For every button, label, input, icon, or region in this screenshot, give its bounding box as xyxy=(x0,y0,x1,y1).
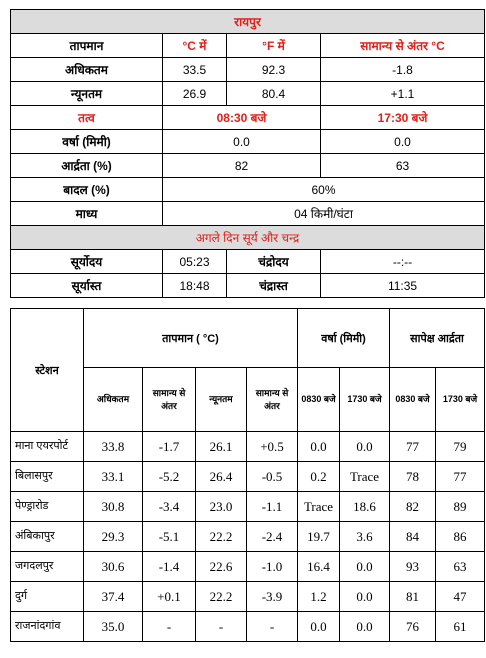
station-min-cell: 26.4 xyxy=(196,462,247,492)
station-r1730-cell: Trace xyxy=(340,462,390,492)
sunset-label: सूर्यास्त xyxy=(11,274,163,298)
wind-row xyxy=(11,202,485,226)
station-name-cell: जगदलपुर xyxy=(11,552,84,582)
humidity-0830-subheader: 0830 बजे xyxy=(390,368,436,432)
station-max-cell: 30.6 xyxy=(84,552,143,582)
raipur-title-row xyxy=(11,10,485,34)
element-header-row xyxy=(11,106,485,130)
station-min-diff-cell: +0.5 xyxy=(247,432,298,462)
station-max-cell: 29.3 xyxy=(84,522,143,552)
station-min-cell: 22.2 xyxy=(196,582,247,612)
station-r0830-cell: 0.0 xyxy=(298,612,340,642)
min-f: 80.4 xyxy=(227,82,321,106)
min-subheader: न्यूनतम xyxy=(196,368,247,432)
station-r0830-cell: 0.2 xyxy=(298,462,340,492)
rain-1730-subheader: 1730 बजे xyxy=(340,368,390,432)
station-r1730-cell: 0.0 xyxy=(340,552,390,582)
temp-header-c: °C में xyxy=(163,34,227,58)
max-subheader: अधिकतम xyxy=(84,368,143,432)
humidity-group-header: सापेक्ष आर्द्रता xyxy=(390,309,485,368)
station-max-cell: 30.8 xyxy=(84,492,143,522)
station-r0830-cell: 0.0 xyxy=(298,432,340,462)
sunset-value: 18:48 xyxy=(163,274,227,298)
wind-value: 04 किमी/घंटा xyxy=(163,202,485,226)
station-max-cell: 33.1 xyxy=(84,462,143,492)
station-h0830-cell: 84 xyxy=(390,522,436,552)
station-h1730-cell: 61 xyxy=(436,612,485,642)
temp-header-f: °F में xyxy=(227,34,321,58)
sunrise-row xyxy=(11,250,485,274)
station-row xyxy=(11,552,485,582)
humidity-1730-subheader: 1730 बजे xyxy=(436,368,485,432)
station-max-diff-cell: - xyxy=(143,612,196,642)
sunrise-value: 05:23 xyxy=(163,250,227,274)
station-min-cell: 22.6 xyxy=(196,552,247,582)
station-h1730-cell: 47 xyxy=(436,582,485,612)
station-min-diff-cell: -1.0 xyxy=(247,552,298,582)
rain-t2: 0.0 xyxy=(321,130,485,154)
station-max-diff-cell: -1.7 xyxy=(143,432,196,462)
humidity-label: आर्द्रता (%) xyxy=(11,154,163,178)
station-name-cell: अंबिकापुर xyxy=(11,522,84,552)
sunset-row xyxy=(11,274,485,298)
min-diff: +1.1 xyxy=(321,82,485,106)
humidity-t2: 63 xyxy=(321,154,485,178)
station-min-diff-cell: - xyxy=(247,612,298,642)
station-r0830-cell: 19.7 xyxy=(298,522,340,552)
sunrise-label: सूर्योदय xyxy=(11,250,163,274)
station-h0830-cell: 93 xyxy=(390,552,436,582)
temp-header-row xyxy=(11,34,485,58)
element-header-label: तत्व xyxy=(11,106,163,130)
cloud-value: 60% xyxy=(163,178,485,202)
next-day-row xyxy=(11,226,485,250)
station-row xyxy=(11,582,485,612)
cloud-row xyxy=(11,178,485,202)
station-h1730-cell: 77 xyxy=(436,462,485,492)
max-c: 33.5 xyxy=(163,58,227,82)
station-max-diff-cell: -5.2 xyxy=(143,462,196,492)
max-diff: -1.8 xyxy=(321,58,485,82)
max-label: अधिकतम xyxy=(11,58,163,82)
station-r1730-cell: 0.0 xyxy=(340,582,390,612)
station-h1730-cell: 86 xyxy=(436,522,485,552)
station-max-cell: 37.4 xyxy=(84,582,143,612)
station-name-cell: दुर्ग xyxy=(11,582,84,612)
humidity-row xyxy=(11,154,485,178)
station-name-cell: राजनांदगांव xyxy=(11,612,84,642)
raipur-summary-table xyxy=(10,9,485,298)
station-rows xyxy=(11,432,485,642)
max-temp-row xyxy=(11,58,485,82)
wind-label: माध्य xyxy=(11,202,163,226)
max-f: 92.3 xyxy=(227,58,321,82)
station-r1730-cell: 3.6 xyxy=(340,522,390,552)
cloud-label: बादल (%) xyxy=(11,178,163,202)
rain-t1: 0.0 xyxy=(163,130,321,154)
station-row xyxy=(11,432,485,462)
temp-header-diff: सामान्य से अंतर °C xyxy=(321,34,485,58)
station-r0830-cell: Trace xyxy=(298,492,340,522)
next-day-title: अगले दिन सूर्य और चन्द्र xyxy=(11,226,485,250)
station-header: स्टेशन xyxy=(11,309,84,432)
temp-group-header: तापमान ( °C) xyxy=(84,309,298,368)
min-diff-subheader: सामान्य से अंतर xyxy=(247,368,298,432)
station-name-cell: बिलासपुर xyxy=(11,462,84,492)
station-h0830-cell: 78 xyxy=(390,462,436,492)
station-row xyxy=(11,492,485,522)
min-temp-row xyxy=(11,82,485,106)
station-name-cell: माना एयरपोर्ट xyxy=(11,432,84,462)
station-r0830-cell: 1.2 xyxy=(298,582,340,612)
station-h0830-cell: 76 xyxy=(390,612,436,642)
station-max-diff-cell: -3.4 xyxy=(143,492,196,522)
station-min-diff-cell: -2.4 xyxy=(247,522,298,552)
moonrise-label: चंद्रोदय xyxy=(227,250,321,274)
humidity-t1: 82 xyxy=(163,154,321,178)
element-header-t1: 08:30 बजे xyxy=(163,106,321,130)
moonrise-value: --:-- xyxy=(321,250,485,274)
station-h1730-cell: 63 xyxy=(436,552,485,582)
station-r1730-cell: 0.0 xyxy=(340,612,390,642)
station-row xyxy=(11,522,485,552)
station-h1730-cell: 89 xyxy=(436,492,485,522)
element-header-t2: 17:30 बजे xyxy=(321,106,485,130)
station-h1730-cell: 79 xyxy=(436,432,485,462)
station-max-diff-cell: -5.1 xyxy=(143,522,196,552)
raipur-title: रायपुर xyxy=(11,10,485,34)
station-h0830-cell: 81 xyxy=(390,582,436,612)
stations-table xyxy=(10,308,485,642)
station-max-cell: 33.8 xyxy=(84,432,143,462)
rain-group-header: वर्षा (मिमी) xyxy=(298,309,390,368)
station-h0830-cell: 77 xyxy=(390,432,436,462)
rain-label: वर्षा (मिमी) xyxy=(11,130,163,154)
temp-header-label: तापमान xyxy=(11,34,163,58)
moonset-value: 11:35 xyxy=(321,274,485,298)
max-diff-subheader: सामान्य से अंतर xyxy=(143,368,196,432)
moonset-label: चंद्रास्त xyxy=(227,274,321,298)
station-min-cell: 26.1 xyxy=(196,432,247,462)
rain-0830-subheader: 0830 बजे xyxy=(298,368,340,432)
station-min-diff-cell: -0.5 xyxy=(247,462,298,492)
station-max-diff-cell: +0.1 xyxy=(143,582,196,612)
station-name-cell: पेण्ड्रारोड xyxy=(11,492,84,522)
station-min-cell: 23.0 xyxy=(196,492,247,522)
station-row xyxy=(11,462,485,492)
min-label: न्यूनतम xyxy=(11,82,163,106)
station-min-cell: - xyxy=(196,612,247,642)
station-r1730-cell: 18.6 xyxy=(340,492,390,522)
station-max-cell: 35.0 xyxy=(84,612,143,642)
station-min-diff-cell: -3.9 xyxy=(247,582,298,612)
station-min-diff-cell: -1.1 xyxy=(247,492,298,522)
rain-row xyxy=(11,130,485,154)
station-r0830-cell: 16.4 xyxy=(298,552,340,582)
stations-header-row-1 xyxy=(11,309,485,368)
station-min-cell: 22.2 xyxy=(196,522,247,552)
station-row xyxy=(11,612,485,642)
min-c: 26.9 xyxy=(163,82,227,106)
station-h0830-cell: 82 xyxy=(390,492,436,522)
station-r1730-cell: 0.0 xyxy=(340,432,390,462)
station-max-diff-cell: -1.4 xyxy=(143,552,196,582)
